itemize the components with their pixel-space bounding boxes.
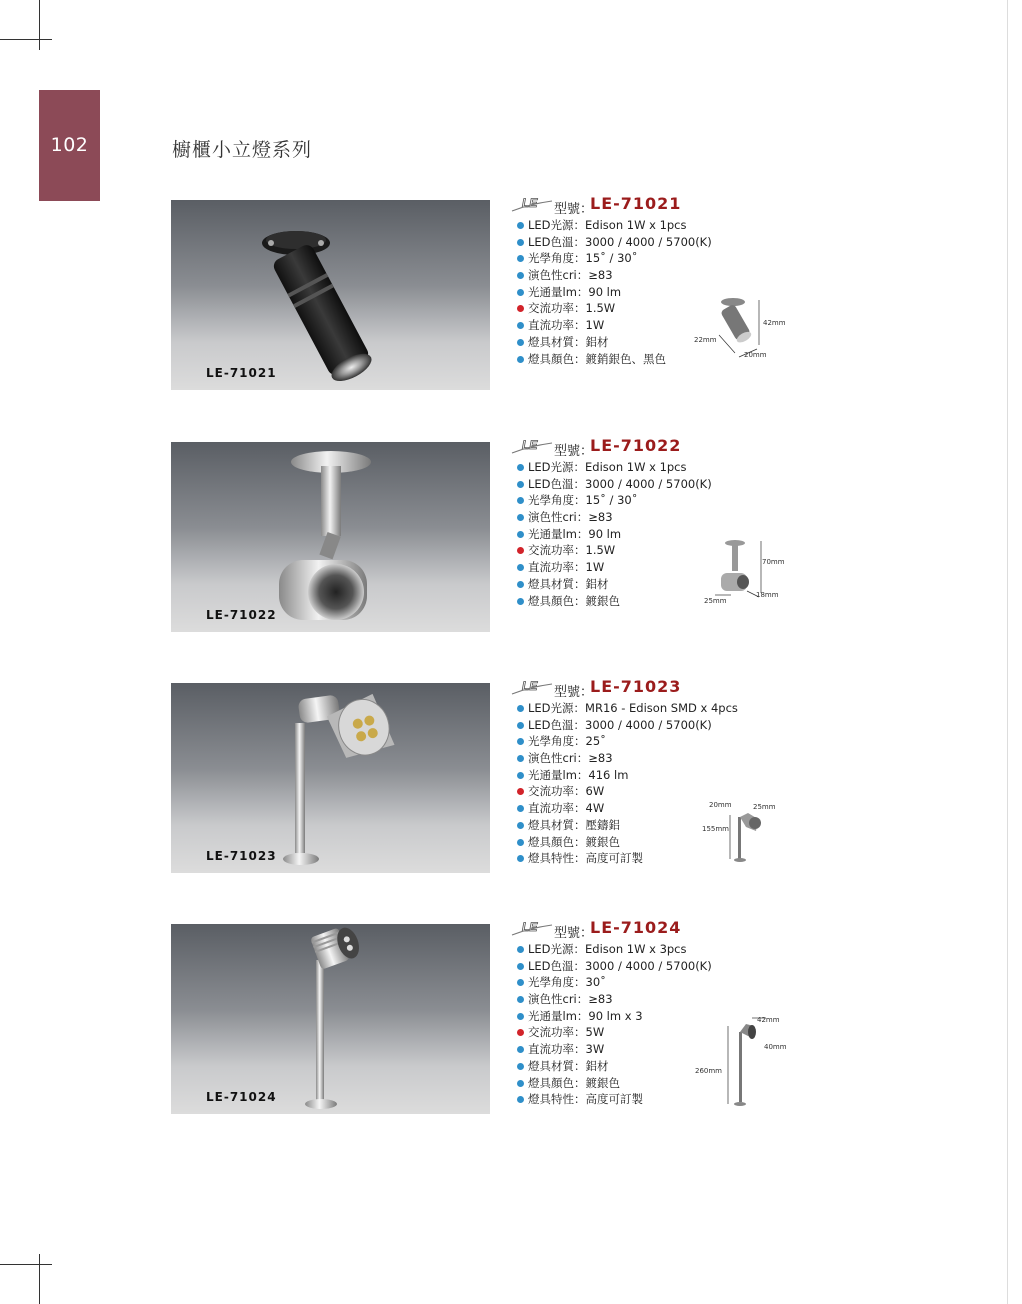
le-brand-logo bbox=[510, 195, 554, 215]
spec-item: 演色性cri：≥83 bbox=[508, 991, 768, 1008]
model-code: LE-71023 bbox=[590, 677, 682, 696]
spec-item: 演色性cri：≥83 bbox=[508, 750, 768, 767]
model-prefix: 型號： bbox=[554, 685, 594, 700]
spec-item: LED色溫：3000 / 4000 / 5700(K) bbox=[508, 958, 768, 975]
dimension-width: 20mm bbox=[744, 351, 767, 359]
spec-item: LED光源：Edison 1W x 3pcs bbox=[508, 941, 768, 958]
bullet-icon bbox=[517, 722, 524, 729]
bullet-icon bbox=[517, 322, 524, 329]
bullet-icon bbox=[517, 805, 524, 812]
crop-mark-bottom-horizontal bbox=[0, 1264, 52, 1265]
product-photo bbox=[171, 924, 490, 1114]
bullet-icon bbox=[517, 963, 524, 970]
bullet-icon bbox=[517, 497, 524, 504]
spec-item: 光通量lm：90 lm bbox=[508, 526, 768, 543]
bullet-icon bbox=[517, 581, 524, 588]
spec-item: 演色性cri：≥83 bbox=[508, 509, 768, 526]
spec-item: LED色溫：3000 / 4000 / 5700(K) bbox=[508, 717, 768, 734]
bullet-icon bbox=[517, 1013, 524, 1020]
bullet-icon bbox=[517, 464, 524, 471]
spec-item: 燈具顏色：鍍銀色 bbox=[508, 593, 768, 610]
bullet-icon bbox=[517, 547, 524, 554]
bullet-icon bbox=[517, 705, 524, 712]
spec-item: 燈具材質：鋁材 bbox=[508, 334, 768, 351]
bullet-icon bbox=[517, 531, 524, 538]
model-prefix: 型號： bbox=[554, 926, 594, 941]
dimension-head-width: 42mm bbox=[757, 1016, 780, 1024]
bullet-icon bbox=[517, 481, 524, 488]
photo-model-label: LE-71024 bbox=[206, 1090, 277, 1104]
spec-item: LED色溫：3000 / 4000 / 5700(K) bbox=[508, 234, 768, 251]
dimension-height: 70mm bbox=[762, 558, 785, 566]
bullet-icon bbox=[517, 255, 524, 262]
model-row bbox=[508, 918, 768, 941]
model-row bbox=[508, 436, 768, 459]
model-row bbox=[508, 194, 768, 217]
bullet-icon bbox=[517, 979, 524, 986]
spec-item: 交流功率：1.5W bbox=[508, 300, 768, 317]
dimension-depth: 22mm bbox=[694, 336, 717, 344]
dimension-drawing bbox=[728, 805, 778, 865]
bullet-icon bbox=[517, 222, 524, 229]
spec-item: 直流功率：4W bbox=[508, 800, 768, 817]
photo-model-label: LE-71023 bbox=[206, 849, 277, 863]
series-title: 櫥櫃小立燈系列 bbox=[172, 139, 313, 161]
bullet-icon bbox=[517, 339, 524, 346]
spec-item: 燈具材質：壓鑄鋁 bbox=[508, 817, 768, 834]
model-row bbox=[508, 677, 768, 700]
dimension-width: 25mm bbox=[704, 597, 727, 605]
bullet-icon bbox=[517, 822, 524, 829]
spec-item: 直流功率：3W bbox=[508, 1041, 768, 1058]
mr16-stand-lamp-image bbox=[171, 683, 490, 873]
bullet-icon bbox=[517, 996, 524, 1003]
spec-item: 光學角度：25˚ bbox=[508, 733, 768, 750]
dimension-height: 42mm bbox=[763, 319, 786, 327]
le-brand-logo bbox=[510, 437, 554, 457]
model-code: LE-71021 bbox=[590, 194, 682, 213]
tall-stand-lamp-image bbox=[171, 924, 490, 1114]
model-code: LE-71022 bbox=[590, 436, 682, 455]
dimension-head-height: 40mm bbox=[764, 1043, 787, 1051]
bullet-icon bbox=[517, 772, 524, 779]
bullet-icon bbox=[517, 855, 524, 862]
bullet-icon bbox=[517, 1063, 524, 1070]
ceiling-spotlight-silver-image bbox=[171, 442, 490, 632]
product-photo bbox=[171, 683, 490, 873]
dimension-height: 260mm bbox=[695, 1067, 722, 1075]
spec-item: LED色溫：3000 / 4000 / 5700(K) bbox=[508, 476, 768, 493]
model-prefix: 型號： bbox=[554, 202, 594, 217]
spec-item: LED光源：MR16 - Edison SMD x 4pcs bbox=[508, 700, 768, 717]
bullet-icon bbox=[517, 289, 524, 296]
spec-item: 光通量lm：90 lm bbox=[508, 284, 768, 301]
svg-text:LE: LE bbox=[522, 438, 538, 452]
spec-item: 光通量lm：90 lm x 3 bbox=[508, 1008, 768, 1025]
bullet-icon bbox=[517, 564, 524, 571]
spec-item: 光學角度：30˚ bbox=[508, 974, 768, 991]
dimension-depth: 18mm bbox=[756, 591, 779, 599]
product-photo bbox=[171, 442, 490, 632]
spec-item: 光學角度：15˚ / 30˚ bbox=[508, 492, 768, 509]
bullet-icon bbox=[517, 356, 524, 363]
model-prefix: 型號： bbox=[554, 444, 594, 459]
svg-text:LE: LE bbox=[522, 679, 538, 693]
spec-item: 直流功率：1W bbox=[508, 559, 768, 576]
ceiling-spotlight-black-image bbox=[171, 200, 490, 390]
bullet-icon bbox=[517, 839, 524, 846]
spec-item: 燈具顏色：鍍銀色 bbox=[508, 1075, 768, 1092]
svg-text:LE: LE bbox=[522, 196, 538, 210]
spec-item: 交流功率：1.5W bbox=[508, 542, 768, 559]
crop-mark-bottom-vertical bbox=[39, 1254, 40, 1304]
svg-text:LE: LE bbox=[522, 920, 538, 934]
bullet-icon bbox=[517, 305, 524, 312]
page-number: 102 bbox=[50, 134, 89, 156]
spec-item: 光學角度：15˚ / 30˚ bbox=[508, 250, 768, 267]
dimension-head-width: 25mm bbox=[753, 803, 776, 811]
spec-item: 燈具顏色：鍍銷銀色、黑色 bbox=[508, 351, 768, 368]
dimension-drawing bbox=[722, 1016, 772, 1111]
page-number-tab bbox=[39, 90, 100, 201]
le-brand-logo bbox=[510, 678, 554, 698]
bullet-icon bbox=[517, 1029, 524, 1036]
spec-item: LED光源：Edison 1W x 1pcs bbox=[508, 459, 768, 476]
product-photo bbox=[171, 200, 490, 390]
bullet-icon bbox=[517, 946, 524, 953]
crop-mark-top-horizontal bbox=[0, 39, 52, 40]
bullet-icon bbox=[517, 598, 524, 605]
crop-mark-top-vertical bbox=[39, 0, 40, 50]
spec-item: 燈具特性：高度可訂製 bbox=[508, 850, 768, 867]
bullet-icon bbox=[517, 514, 524, 521]
spec-item: LED光源：Edison 1W x 1pcs bbox=[508, 217, 768, 234]
bullet-icon bbox=[517, 239, 524, 246]
spec-item: 直流功率：1W bbox=[508, 317, 768, 334]
dimension-height: 155mm bbox=[702, 825, 729, 833]
spec-item: 燈具特性：高度可訂製 bbox=[508, 1091, 768, 1108]
bullet-icon bbox=[517, 1080, 524, 1087]
model-code: LE-71024 bbox=[590, 918, 682, 937]
spec-item: 燈具顏色：鍍銀色 bbox=[508, 834, 768, 851]
spec-item: 光通量lm：416 lm bbox=[508, 767, 768, 784]
bullet-icon bbox=[517, 788, 524, 795]
photo-model-label: LE-71021 bbox=[206, 366, 277, 380]
bullet-icon bbox=[517, 272, 524, 279]
bullet-icon bbox=[517, 738, 524, 745]
spec-item: 交流功率：6W bbox=[508, 783, 768, 800]
spec-item: 演色性cri：≥83 bbox=[508, 267, 768, 284]
dimension-top-width: 20mm bbox=[709, 801, 732, 809]
bullet-icon bbox=[517, 1046, 524, 1053]
trim-line-right bbox=[1007, 0, 1008, 1304]
spec-item: 交流功率：5W bbox=[508, 1024, 768, 1041]
spec-item: 燈具材質：鋁材 bbox=[508, 576, 768, 593]
photo-model-label: LE-71022 bbox=[206, 608, 277, 622]
bullet-icon bbox=[517, 755, 524, 762]
le-brand-logo bbox=[510, 919, 554, 939]
spec-item: 燈具材質：鋁材 bbox=[508, 1058, 768, 1075]
bullet-icon bbox=[517, 1096, 524, 1103]
